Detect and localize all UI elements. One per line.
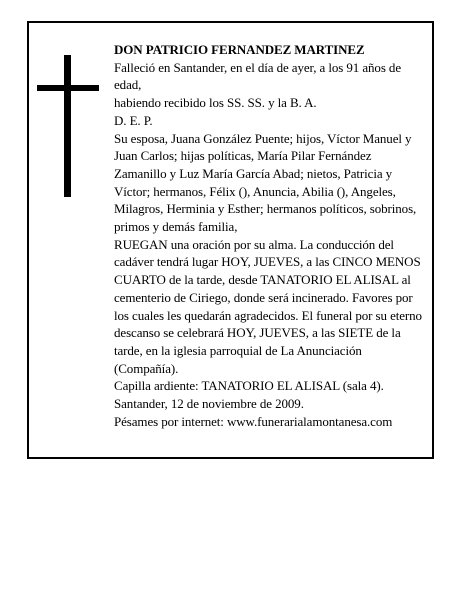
cross-horizontal-bar: [37, 85, 99, 91]
funeral-details: RUEGAN una oración por su alma. La conducción del cadáver tendrá lugar HOY, JUEVES, a las CINCO MENOS CUARTO de la tarde, desde TANATORIO EL ALISAL al cementerio de Ciriego, donde será incinerado. Favores por los cuales les quedarán agradecidos. El funeral por su eterno descanso se celebrará HOY, JUEVES, a las SIETE de la tarde, en la iglesia parroquial de La Anunciación (Compañía).: [114, 236, 422, 376]
cross-icon: [37, 55, 99, 197]
condolences-website: Pésames por internet: www.funerarialamontanesa.com: [114, 413, 393, 429]
family-list: Su esposa, Juana González Puente; hijos, Víctor Manuel y Juan Carlos; hijas políticas, María Pilar Fernández Zamanillo y Luz María García Abad; nietos, Patricia y Víctor; hermanos, Félix (), Anuncia, Abilia (), Angeles, Milagros, Herminia y Esther; hermanos políticos, sobrinos, primos y demás familia,: [114, 130, 417, 235]
rip-abbreviation: D. E. P.: [114, 112, 153, 128]
chapel-location: Capilla ardiente: TANATORIO EL ALISAL (sala 4).: [114, 378, 384, 394]
sacraments-statement: habiendo recibido los SS. SS. y la B. A.: [114, 95, 317, 111]
notice-date: Santander, 12 de noviembre de 2009.: [114, 396, 304, 412]
death-statement: Falleció en Santander, en el día de ayer, a los 91 años de edad,: [114, 59, 401, 93]
obituary-text: [114, 41, 426, 430]
cross-vertical-bar: [64, 55, 71, 197]
deceased-name: DON PATRICIO FERNANDEZ MARTINEZ: [114, 42, 365, 57]
